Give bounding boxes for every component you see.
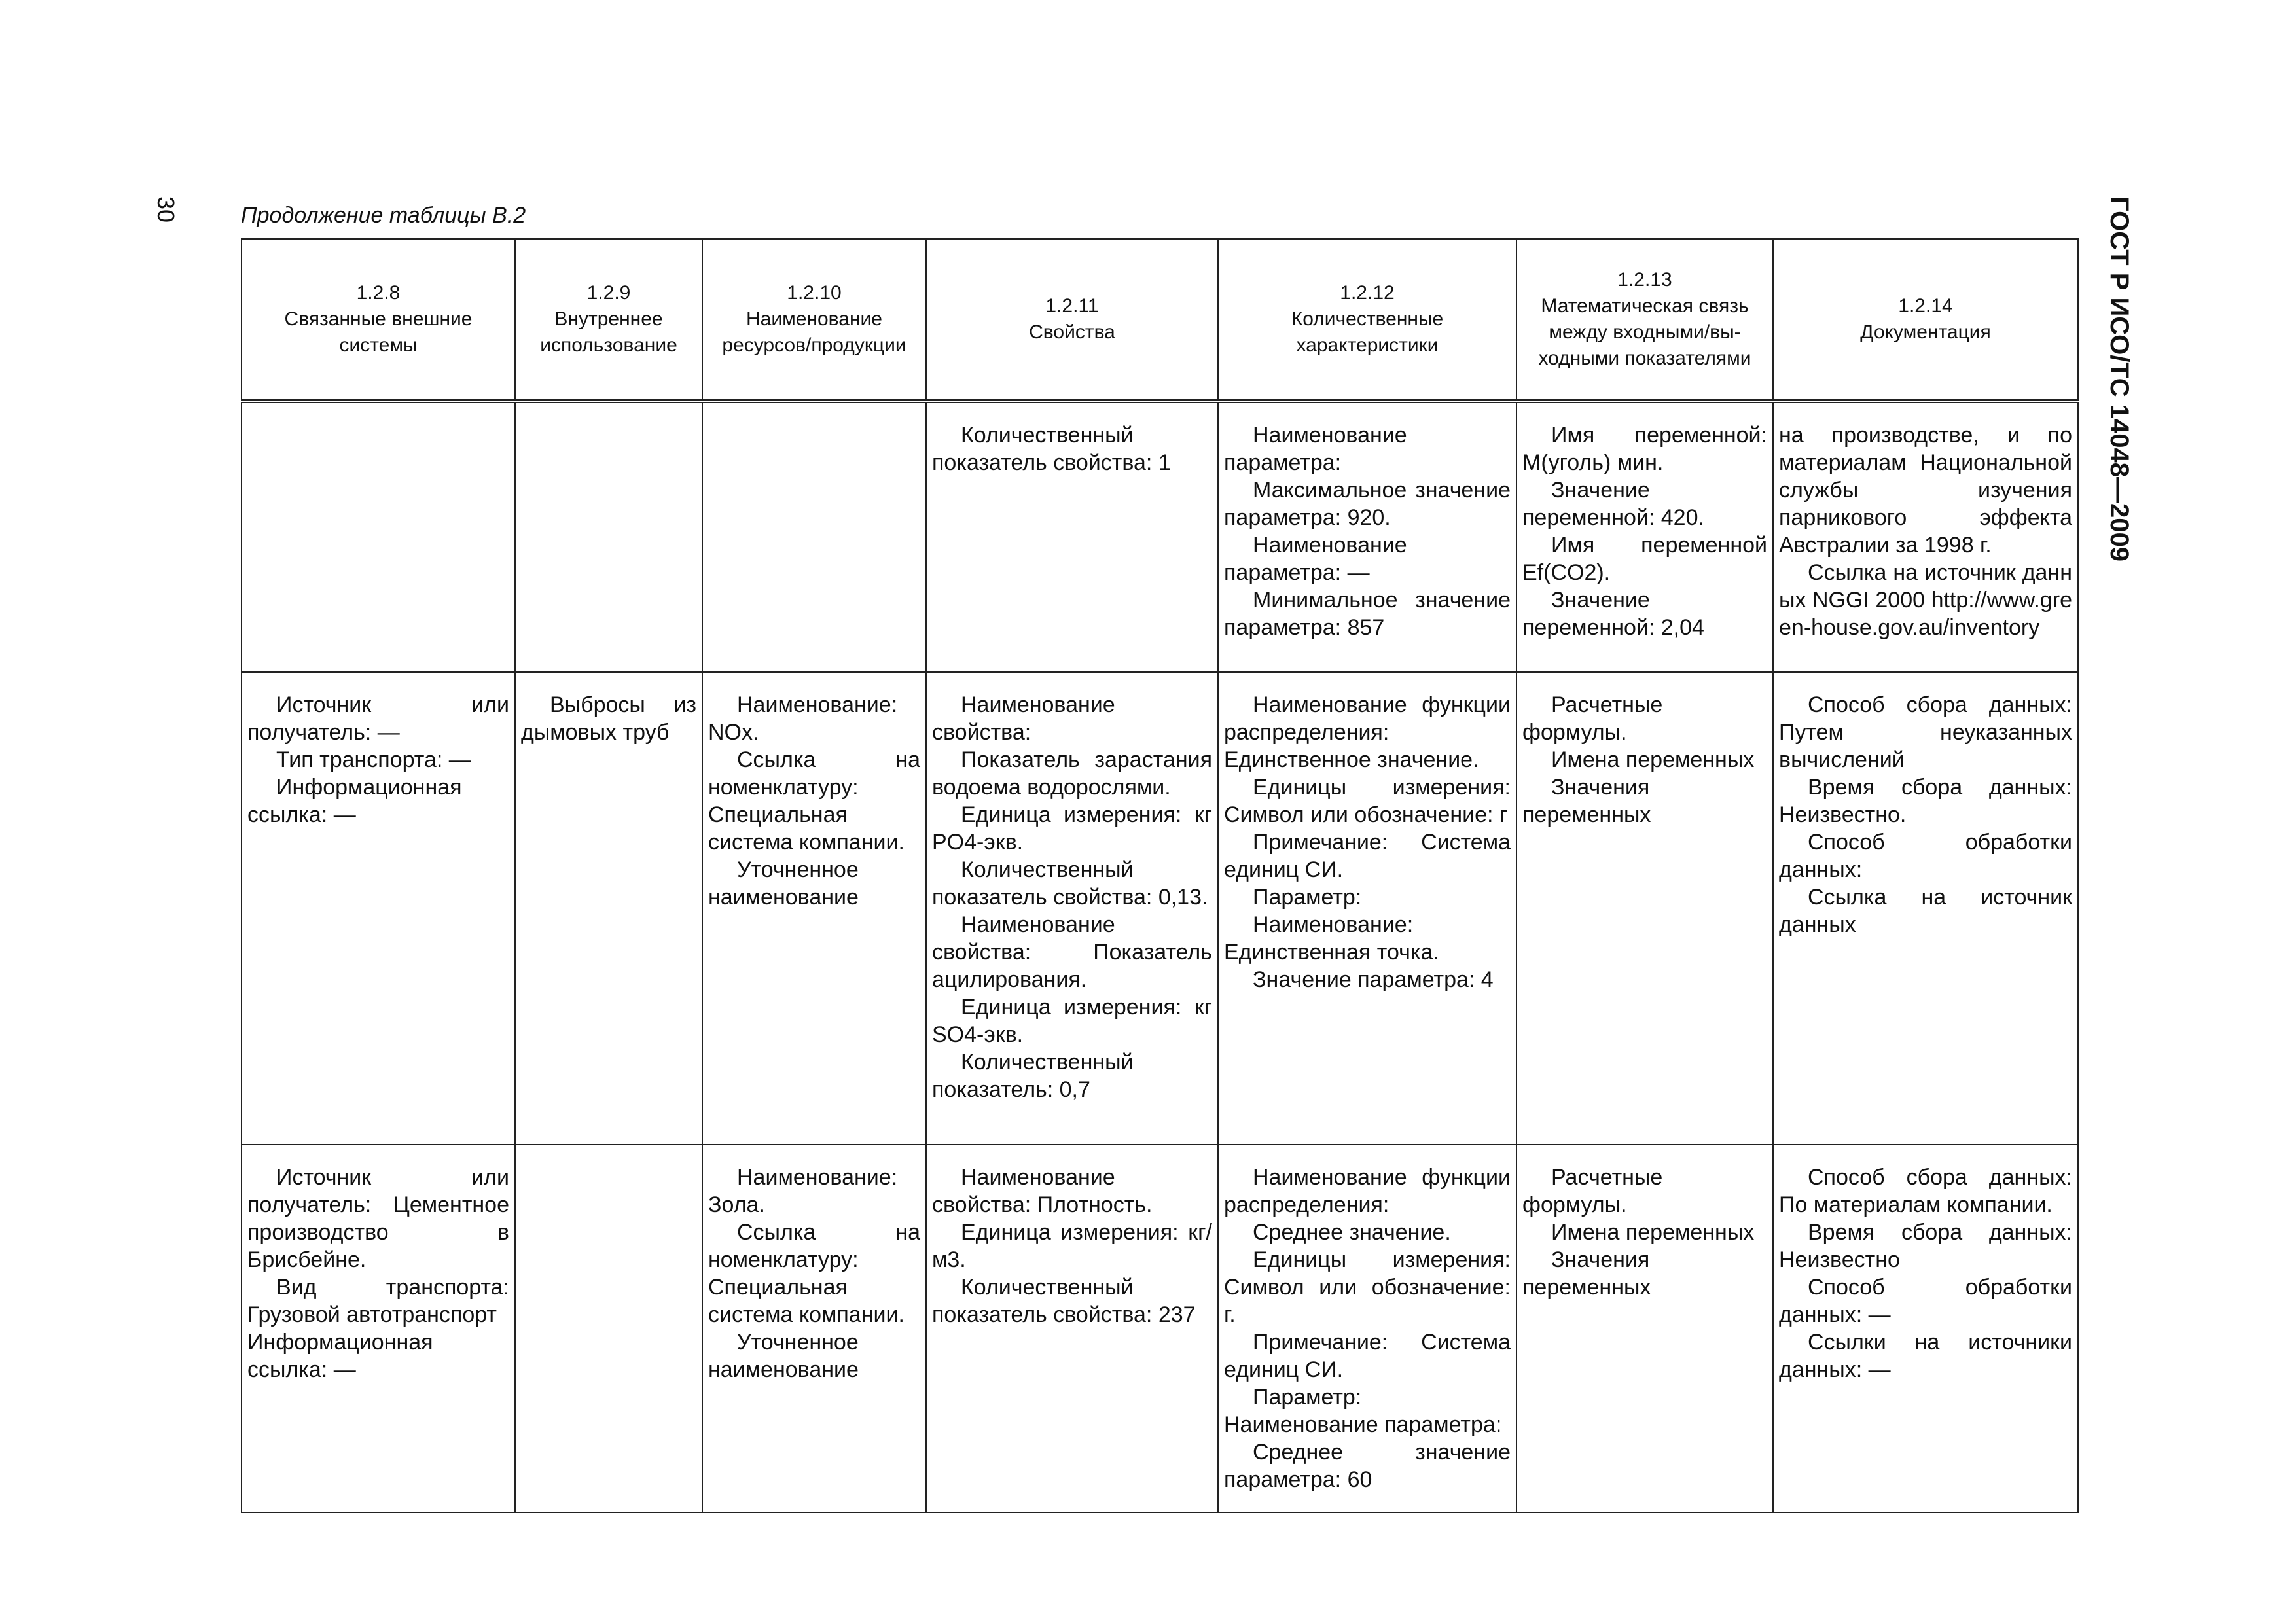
table-header-row <box>242 239 2078 401</box>
header-cell: 1.2.10 Наименование ресурсов/продукции <box>702 239 926 401</box>
table-cell <box>242 401 515 672</box>
table-cell: Расчетные формулы. Имена переменных Значения переменных <box>1516 1145 1773 1512</box>
header-cell: 1.2.11 Свойства <box>926 239 1218 401</box>
header-cell: 1.2.12 Количественные характеристики <box>1218 239 1516 401</box>
table-row <box>242 672 2078 1145</box>
table-cell: Наименование свойства: Показатель зарастания водоема водорослями. Единица измерения: кг PO4-экв. Количественный показатель свойства: 0,13. Наименование свойства: Показатель ацилирования. Единица измерения: кг SO4-экв. Количественный показатель: 0,7 <box>926 672 1218 1145</box>
table-cell: Имя переменной: М(уголь) мин. Значение переменной: 420. Имя переменной Ef(CO2). Значение переменной: 2,04 <box>1516 401 1773 672</box>
table-cell: Наименование свойства: Плотность. Единица измерения: кг/м3. Количественный показатель свойства: 237 <box>926 1145 1218 1512</box>
table-cell: Источник или получатель: — Тип транспорта: — Информационная ссылка: — <box>242 672 515 1145</box>
table-cell: Выбросы из дымовых труб <box>515 672 702 1145</box>
table-continuation-title: Продолжение таблицы В.2 <box>241 203 526 228</box>
header-cell: 1.2.9 Внутреннее использование <box>515 239 702 401</box>
table-cell: Способ сбора данных: По материалам компании. Время сбора данных: Неизвестно Способ обработки данных: — Ссылки на источники данных: — <box>1773 1145 2078 1512</box>
header-cell: 1.2.8 Связанные внешние системы <box>242 239 515 401</box>
table-cell: Наименование параметра: Максимальное значение параметра: 920. Наименование параметра: — Минимальное значение параметра: 857 <box>1218 401 1516 672</box>
table-cell: Наименование функции распределения: Среднее значение. Единицы измерения: Символ или обозначение: г. Примечание: Система единиц СИ. Параметр: Наименование параметра: Среднее значение параметра: 60 <box>1218 1145 1516 1512</box>
table-cell: Источник или получатель: Цементное производство в Брисбейне. Вид транспорта: Грузовой автотранспорт Информационная ссылка: — <box>242 1145 515 1512</box>
table-cell <box>515 401 702 672</box>
table-cell <box>515 1145 702 1512</box>
page-number: 30 <box>152 196 179 223</box>
table-cell: Расчетные формулы. Имена переменных Значения переменных <box>1516 672 1773 1145</box>
parameters-table <box>241 238 2079 1513</box>
document-code: ГОСТ Р ИСО/ТС 14048—2009 <box>2105 196 2134 562</box>
table-row <box>242 1145 2078 1512</box>
table-cell <box>702 401 926 672</box>
table-row <box>242 401 2078 672</box>
table-cell: на производстве, и по материалам Национальной службы изучения парникового эффекта Австралии за 1998 г. Ссылка на источник данных NGGI 2000 http://www.green-house.gov.au/inventory <box>1773 401 2078 672</box>
header-cell: 1.2.13 Математическая связь между входными/вы- ходными показателями <box>1516 239 1773 401</box>
header-cell: 1.2.14 Документация <box>1773 239 2078 401</box>
table-cell: Наименование: Зола. Ссылка на номенклатуру: Специальная система компании. Уточненное наименование <box>702 1145 926 1512</box>
table-cell: Способ сбора данных: Путем неуказанных вычислений Время сбора данных: Неизвестно. Способ обработки данных: Ссылка на источник данных <box>1773 672 2078 1145</box>
table-cell: Количественный показатель свойства: 1 <box>926 401 1218 672</box>
table-cell: Наименование: NOx. Ссылка на номенклатуру: Специальная система компании. Уточненное наименование <box>702 672 926 1145</box>
table-cell: Наименование функции распределения: Единственное значение. Единицы измерения: Символ или обозначение: г Примечание: Система единиц СИ. Параметр: Наименование: Единственная точка. Значение параметра: 4 <box>1218 672 1516 1145</box>
